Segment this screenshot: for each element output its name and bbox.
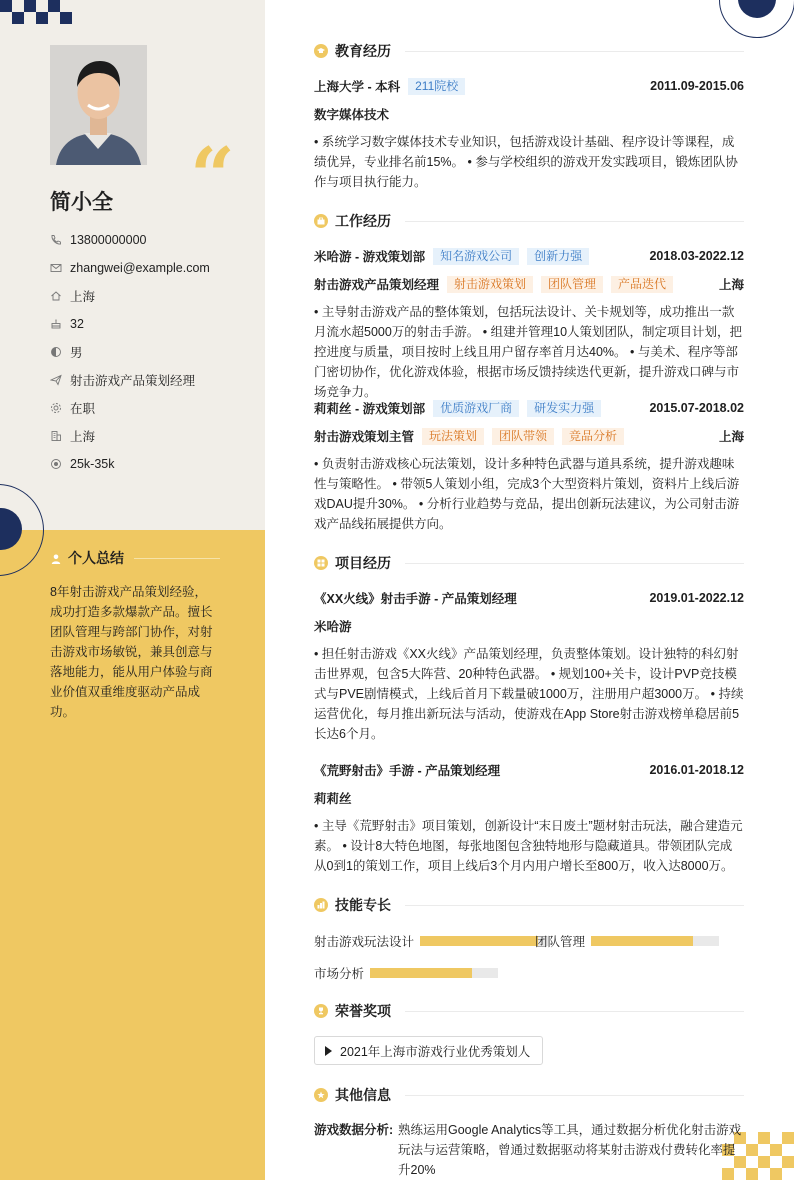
info-status xyxy=(50,394,260,422)
paper-plane-icon xyxy=(50,374,62,386)
work-divider xyxy=(405,221,744,222)
skill-item xyxy=(314,964,498,982)
project-org: 米哈游 xyxy=(314,620,352,634)
project-date: 2019.01-2022.12 xyxy=(649,591,744,605)
salary-value: 25k-35k xyxy=(70,457,115,471)
summary-title: 个人总结 xyxy=(68,550,124,566)
skill-bar-fill xyxy=(591,936,693,946)
work-company-tag: 优质游戏厂商 xyxy=(433,400,519,417)
star-icon xyxy=(314,1088,328,1102)
other-heading xyxy=(314,1085,744,1105)
info-salary xyxy=(50,450,260,478)
work-role: 射击游戏策划主管 xyxy=(314,430,415,444)
education-divider xyxy=(405,51,744,52)
home-icon xyxy=(50,290,62,302)
education-major-row xyxy=(314,105,744,123)
work-item-company-row xyxy=(314,247,744,265)
other-label: 游戏数据分析: xyxy=(314,1123,394,1137)
honors-title: 荣誉奖项 xyxy=(335,1003,391,1019)
user-icon xyxy=(50,552,62,564)
work-role-tag: 产品迭代 xyxy=(611,276,673,293)
hometown-value: 上海 xyxy=(70,290,96,304)
work-item-company-row xyxy=(314,399,744,417)
contact-info-list xyxy=(50,226,260,478)
skill-item xyxy=(535,932,719,950)
age-value: 32 xyxy=(70,317,84,331)
skill-bar xyxy=(591,936,719,946)
project-name: 《荒野射击》手游 - 产品策划经理 xyxy=(314,764,501,778)
work-desc: • 负责射击游戏核心玩法策划，设计多种特色武器与道具系统，提升游戏趣味性与策略性。 • 带领5人策划小组，完成3个大型资料片策划，资料片上线后游戏DAU提升30%。 • 分析行业趋势与竞品，提出创新玩法建议，为公司射击游戏产品线拓展提供方向。 xyxy=(314,457,740,531)
phone-value[interactable]: 13800000000 xyxy=(70,233,147,247)
education-title: 教育经历 xyxy=(335,43,391,59)
work-company: 莉莉丝 - 游戏策划部 xyxy=(314,402,426,416)
education-row xyxy=(314,77,744,95)
checker-decoration-top-left xyxy=(0,0,75,24)
work-item-role-row xyxy=(314,427,744,445)
other-divider xyxy=(405,1095,744,1096)
projects-title: 项目经历 xyxy=(335,555,391,571)
summary-divider xyxy=(134,558,220,559)
cake-icon xyxy=(50,318,62,330)
work-heading xyxy=(314,211,744,231)
education-date: 2011.09-2015.06 xyxy=(650,79,744,93)
quote-mark-decoration: “ xyxy=(190,131,235,222)
other-text: 熟练运用Google Analytics等工具，通过数据分析优化射击游戏玩法与运营策略，曾通过数据驱动将某射击游戏付费转化率提升20% xyxy=(398,1123,742,1177)
work-date: 2015.07-2018.02 xyxy=(649,401,744,415)
skill-item xyxy=(314,932,548,950)
project-desc: • 担任射击游戏《XX火线》产品策划经理，负责整体策划。设计独特的科幻射击世界观，包含5大阵营、20种特色武器。 • 规划100+关卡，设计PVP竞技模式与PVE剧情模式，上线后首月下载量破1000万，注册用户超3000万。 • 持续运营优化，每月推出新玩法与活动，使游戏在App Store射击游戏榜单稳居前5长达6个月。 xyxy=(314,647,744,741)
education-heading xyxy=(314,41,744,61)
skill-bar xyxy=(370,968,498,978)
work-desc: • 主导射击游戏产品的整体策划，包括玩法设计、关卡规划等，成功推出一款月流水超5000万的射击手游。 • 组建并管理10人策划团队，制定项目计划，把控进度与质量，项目按时上线且用户留存率首月达40%。 • 与美术、程序等部门密切协作，优化游戏体验，根据市场反馈持续迭代更新，提升游戏口碑与市场竞争力。 xyxy=(314,305,743,399)
briefcase-icon xyxy=(314,214,328,228)
info-email xyxy=(50,254,260,282)
work-role-tag: 玩法策划 xyxy=(422,428,484,445)
project-name: 《XX火线》射击手游 - 产品策划经理 xyxy=(314,592,517,606)
info-target-position xyxy=(50,366,260,394)
education-desc: • 系统学习数字媒体技术专业知识，包括游戏设计基础、程序设计等课程，成绩优异，专业排名前15%。 • 参与学校组织的游戏开发实践项目，锻炼团队协作与项目执行能力。 xyxy=(314,135,738,189)
work-title: 工作经历 xyxy=(335,213,391,229)
skills-divider xyxy=(405,905,744,906)
target-city-value: 上海 xyxy=(70,430,96,444)
summary-heading xyxy=(50,548,220,568)
education-major: 数字媒体技术 xyxy=(314,108,390,122)
project-date: 2016.01-2018.12 xyxy=(649,763,744,777)
education-tag: 211院校 xyxy=(408,78,465,95)
trophy-icon xyxy=(314,1004,328,1018)
skill-bar-fill xyxy=(420,936,538,946)
info-target-city xyxy=(50,422,260,450)
skill-name: 团队管理 xyxy=(535,935,586,949)
work-company: 米哈游 - 游戏策划部 xyxy=(314,250,426,264)
skill-name: 射击游戏玩法设计 xyxy=(314,935,415,949)
projects-heading xyxy=(314,553,744,573)
play-icon xyxy=(325,1046,332,1056)
graduation-cap-icon xyxy=(314,44,328,58)
info-age xyxy=(50,310,260,338)
building-icon xyxy=(50,430,62,442)
email-value[interactable]: zhangwei@example.com xyxy=(70,261,210,275)
info-gender xyxy=(50,338,260,366)
honor-text: 2021年上海市游戏行业优秀策划人 xyxy=(340,1044,531,1059)
mail-icon xyxy=(50,262,62,274)
gender-value: 男 xyxy=(70,346,83,360)
project-name-row xyxy=(314,761,744,779)
work-role: 射击游戏产品策划经理 xyxy=(314,278,440,292)
skill-bar-fill xyxy=(370,968,472,978)
work-company-tag: 创新力强 xyxy=(527,248,589,265)
skills-title: 技能专长 xyxy=(335,897,391,913)
honor-item xyxy=(314,1036,543,1065)
honors-heading xyxy=(314,1001,744,1021)
work-item-role-row xyxy=(314,275,744,293)
other-title: 其他信息 xyxy=(335,1087,391,1103)
work-company-tag: 知名游戏公司 xyxy=(433,248,519,265)
work-date: 2018.03-2022.12 xyxy=(649,249,744,263)
skill-name: 市场分析 xyxy=(314,967,365,981)
education-school: 上海大学 - 本科 xyxy=(314,80,401,94)
summary-text: 8年射击游戏产品策划经验，成功打造多款爆款产品。擅长团队管理与跨部门协作，对射击游戏市场敏锐，兼具创意与落地能力，能从用户体验与商业价值双重维度驱动产品成功。 xyxy=(50,585,213,719)
work-company-tag: 研发实力强 xyxy=(527,400,601,417)
work-city: 上海 xyxy=(718,430,744,444)
work-city: 上海 xyxy=(718,278,744,292)
work-role-tag: 团队带领 xyxy=(492,428,554,445)
work-role-tag: 团队管理 xyxy=(541,276,603,293)
avatar xyxy=(50,45,147,165)
gender-icon xyxy=(50,346,62,358)
skill-bar xyxy=(420,936,548,946)
status-value: 在职 xyxy=(70,402,96,416)
project-org-row xyxy=(314,789,744,807)
project-name-row xyxy=(314,589,744,607)
project-org-row xyxy=(314,617,744,635)
work-role-tag: 射击游戏策划 xyxy=(447,276,533,293)
info-hometown xyxy=(50,282,260,310)
candidate-name: 简小全 xyxy=(50,191,113,214)
work-role-tag: 竞品分析 xyxy=(562,428,624,445)
project-desc: • 主导《荒野射击》项目策划，创新设计“末日废土”题材射击玩法，融合建造元素。 • 设计8大特色地图，每张地图包含独特地形与隐藏道具。带领团队完成从0到1的策划工作，项目上线后3个月内用户增长至800万，收入达8000万。 xyxy=(314,819,743,873)
grid-icon xyxy=(314,556,328,570)
coin-icon xyxy=(50,458,62,470)
chart-icon xyxy=(314,898,328,912)
skills-heading xyxy=(314,895,744,915)
target-position-value: 射击游戏产品策划经理 xyxy=(70,374,196,388)
honors-divider xyxy=(405,1011,744,1012)
project-org: 莉莉丝 xyxy=(314,792,352,806)
projects-divider xyxy=(405,563,744,564)
info-phone xyxy=(50,226,260,254)
phone-icon xyxy=(50,234,62,246)
settings-icon xyxy=(50,402,62,414)
